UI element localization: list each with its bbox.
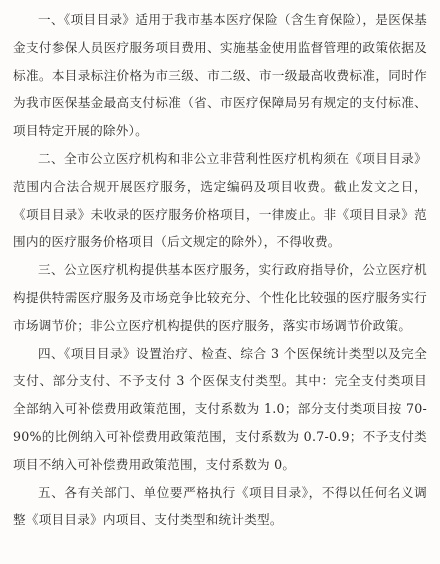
paragraph-2: 二、全市公立医疗机构和非公立非营利性医疗机构须在《项目目录》范围内合法合规开展医疗服务，选定编码及项目收费。截止发文之日，《项目目录》未收录的医疗服务价格项目，一律废止。非《项目目录》范围内的医疗服务价格项目（后文规定的除外），不得收费。: [13, 150, 427, 250]
paragraph-5: 五、各有关部门、单位要严格执行《项目目录》，不得以任何名义调整《项目目录》内项目、支付类型和统计类型。: [13, 484, 427, 528]
paragraph-1: 一、《项目目录》适用于我市基本医疗保险（含生育保险），是医保基金支付参保人员医疗服务项目费用、实施基金使用监督管理的政策依据及标准。本目录标注价格为市三级、市二级、市一级最高收费标准，同时作为我市医保基金最高支付标准（省、市医疗保障局另有规定的支付标准、项目特定开展的除外）。: [13, 12, 427, 139]
paragraph-4: 四、《项目目录》设置治疗、检查、综合 3 个医保统计类型以及完全支付、部分支付、不予支付 3 个医保支付类型。其中：完全支付类项目全部纳入可补偿费用政策范围，支付系数为 1.0；部分支付类项目按 70-90%的比例纳入可补偿费用政策范围，支付系数为 0.7-0.9；不予支付类项目不纳入可补偿费用政策范围，支付系数为 0。: [13, 345, 427, 472]
paragraph-3: 三、公立医疗机构提供基本医疗服务，实行政府指导价，公立医疗机构提供特需医疗服务及市场竞争比较充分、个性化比较强的医疗服务实行市场调节价；非公立医疗机构提供的医疗服务，落实市场调节价政策。: [13, 262, 427, 333]
